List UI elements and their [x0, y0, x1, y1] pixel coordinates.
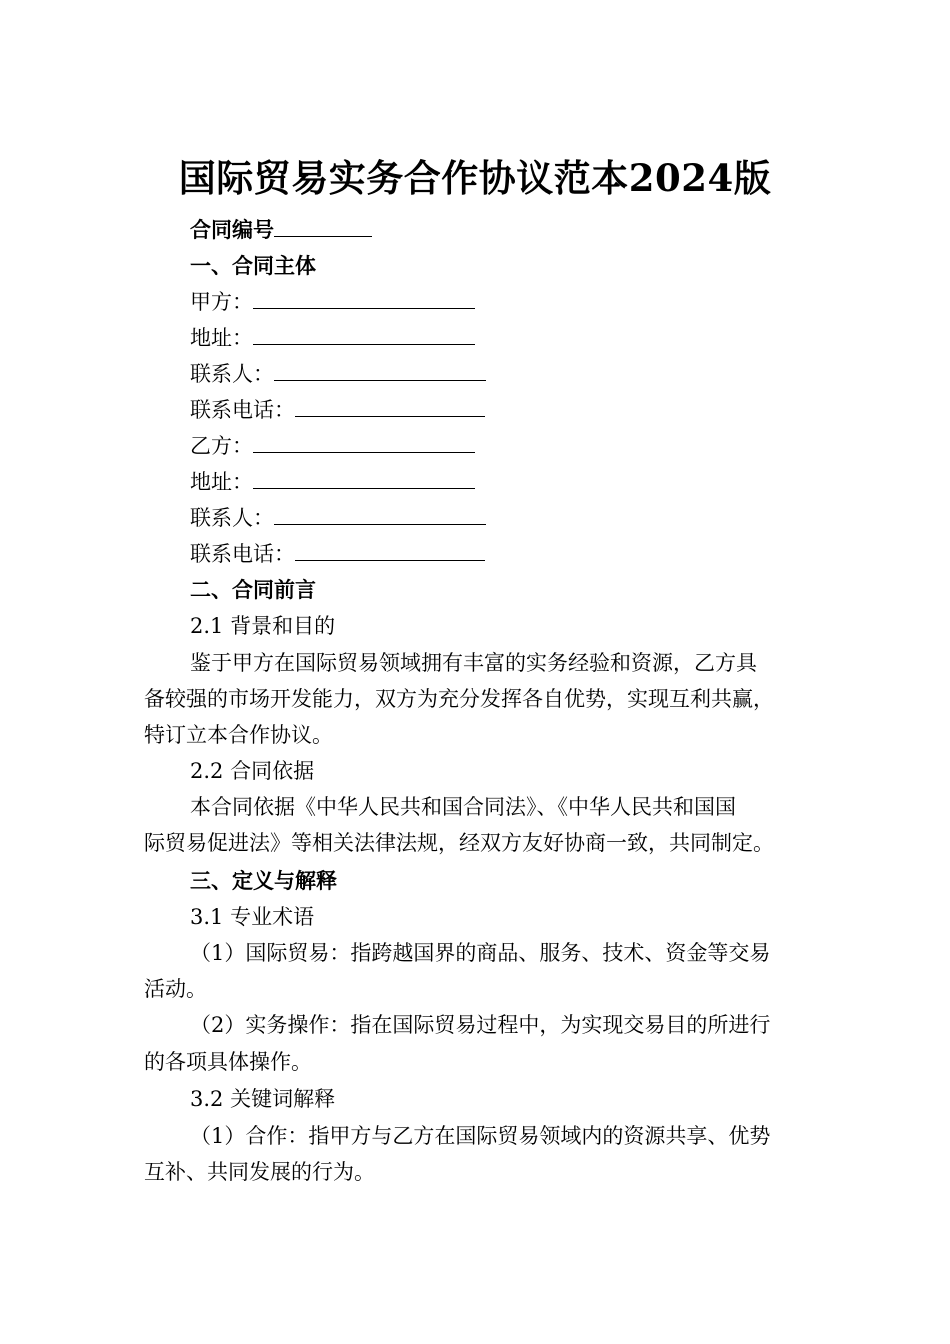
party-b-address-blank[interactable] [253, 468, 475, 489]
section3-item1-line2: 活动。 [144, 977, 207, 1001]
party-a-contact-label: 联系人： [190, 362, 274, 386]
party-b-address-line [190, 468, 475, 496]
party-a-blank[interactable] [253, 288, 475, 309]
document-title: 国际贸易实务合作协议范本2024版 [178, 156, 772, 200]
section3-sub1: 3.1 专业术语 [190, 905, 315, 929]
section1-heading: 一、合同主体 [190, 253, 316, 278]
party-a-phone-line [190, 396, 485, 424]
section2-para2-line1: 本合同依据《中华人民共和国合同法》、《中华人民共和国国 [190, 795, 736, 819]
party-a-line [190, 288, 475, 316]
section2-para1-line3: 特订立本合作协议。 [144, 723, 333, 747]
party-a-address-label: 地址： [190, 326, 253, 350]
section2-para1-line1: 鉴于甲方在国际贸易领域拥有丰富的实务经验和资源，乙方具 [190, 651, 757, 675]
section3-heading: 三、定义与解释 [190, 868, 337, 893]
section2-heading: 二、合同前言 [190, 577, 316, 602]
section3-item3-line1: （1）合作：指甲方与乙方在国际贸易领域内的资源共享、优势 [190, 1124, 771, 1148]
party-a-phone-label: 联系电话： [190, 398, 295, 422]
party-b-line [190, 432, 475, 460]
party-b-blank[interactable] [253, 432, 475, 453]
section2-para2-line2: 际贸易促进法》等相关法律法规，经双方友好协商一致，共同制定。 [144, 831, 774, 855]
party-a-contact-blank[interactable] [274, 360, 486, 381]
party-b-address-label: 地址： [190, 470, 253, 494]
contract-number-label: 合同编号 [190, 217, 274, 242]
section3-item2-line1: （2）实务操作：指在国际贸易过程中，为实现交易目的所进行 [190, 1013, 771, 1037]
party-a-label: 甲方： [190, 290, 253, 314]
section3-item2-line2: 的各项具体操作。 [144, 1050, 312, 1074]
party-b-phone-line [190, 540, 485, 568]
party-b-contact-blank[interactable] [274, 504, 486, 525]
party-a-contact-line [190, 360, 486, 388]
section2-sub2: 2.2 合同依据 [190, 759, 315, 783]
party-b-phone-label: 联系电话： [190, 542, 295, 566]
contract-number-blank[interactable] [274, 216, 372, 237]
section2-sub1: 2.1 背景和目的 [190, 614, 336, 638]
party-b-contact-line [190, 504, 486, 532]
party-b-label: 乙方： [190, 434, 253, 458]
party-a-phone-blank[interactable] [295, 396, 485, 417]
section3-item1-line1: （1）国际贸易：指跨越国界的商品、服务、技术、资金等交易 [190, 941, 771, 965]
party-b-phone-blank[interactable] [295, 540, 485, 561]
party-b-contact-label: 联系人： [190, 506, 274, 530]
section3-sub2: 3.2 关键词解释 [190, 1087, 336, 1111]
section3-item3-line2: 互补、共同发展的行为。 [144, 1160, 375, 1184]
section2-para1-line2: 备较强的市场开发能力，双方为充分发挥各自优势，实现互利共赢， [144, 687, 774, 711]
party-a-address-line [190, 324, 475, 352]
party-a-address-blank[interactable] [253, 324, 475, 345]
contract-number-line [190, 216, 372, 244]
